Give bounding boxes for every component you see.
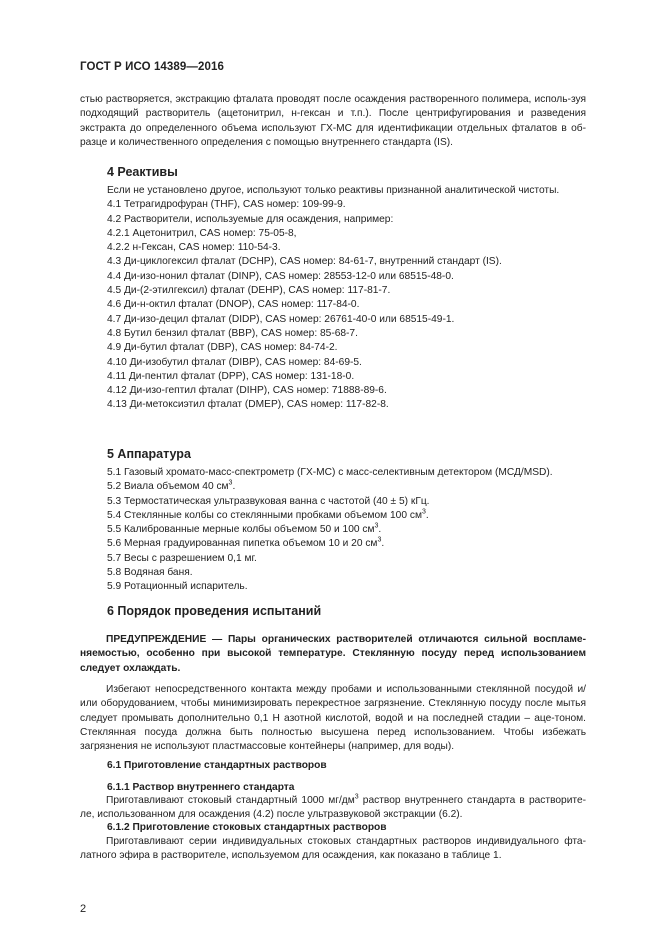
cleaning-paragraph: Избегают непосредственного контакта между пробами и использованными стеклянной посудой и/или оборудованием, чтобы минимизировать перекрестное загрязнение. Стеклянную посуду после мытья следует промывать дополнительно 0,1 Н азотной кислотой, водой и на последней стадии – аце-тоном. Стеклянная посуда должна быть полностью высушена перед использованием. Чтобы избежать загрязнения не используют пластмассовые контейнеры (например, для воды). [80,684,586,753]
section-6-1-heading: 6.1 Приготовление стандартных растворов [107,760,327,771]
list-item: 5.7 Весы с разрешением 0,1 мг. [107,552,257,564]
list-item: 4.5 Ди-(2-этилгексил) фталат (DEHP), CAS номер: 117-81-7. [107,285,391,297]
warning-paragraph: ПРЕДУПРЕЖДЕНИЕ — Пары органических растворителей отличаются сильной воспламе-няемостью, особенно при высокой температуре. Стеклянную посуду перед использованием следует охлаждать. [80,634,586,674]
list-item: 4.2.2 н-Гексан, CAS номер: 110-54-3. [107,242,281,254]
section-5-heading: 5 Аппаратура [107,447,191,461]
section-4-heading: 4 Реактивы [107,165,178,179]
section-6-1-1-heading: 6.1.1 Раствор внутреннего стандарта [107,782,295,793]
section-4-list [107,184,587,413]
list-item: 4.2.1 Ацетонитрил, CAS номер: 75-05-8, [107,227,297,239]
list-item: 4.8 Бутил бензил фталат (BBP), CAS номер: 85-68-7. [107,327,358,339]
list-item: 4.11 Ди-пентил фталат (DPP), CAS номер: 131-18-0. [107,370,355,382]
list-item: 4.12 Ди-изо-гептил фталат (DIHP), CAS номер: 71888-89-6. [107,385,387,397]
list-item: 5.2 Виала объемом 40 $см^3$. [107,479,236,493]
list-item: 5.1 Газовый хромато-масс-спектрометр (ГХ-МС) с масс-селективным детектором (МСД/MSD). [107,467,553,478]
list-item: 4.10 Ди-изобутил фталат (DIBP), CAS номер: 84-69-5. [107,356,362,368]
page-number: 2 [80,903,87,915]
list-item: 5.5 Калиброванные мерные колбы объемом 50 и 100 $см^3$. [107,522,382,536]
section-6-1-2-paragraph: Приготавливают серии индивидуальных стоковых стандартных растворов индивидуального фта-латного эфира в растворителе, используемом для осаждения, как показано в таблице 1. [80,836,586,862]
list-item: 5.9 Ротационный испаритель. [107,581,248,593]
section-6-1-2-heading: 6.1.2 Приготовление стоковых стандартных растворов [107,822,387,833]
list-item: Если не установлено другое, используют только реактивы признанной аналитической чистоты. [107,185,560,196]
section-6-1-1-paragraph: Приготавливают стоковый стандартный 1000 $мг/дм^3$ раствор внутреннего стандарта в растворите-ле, использованном для осаждения (4.2) после ультразвуковой экстракции (6.2). [80,793,586,821]
standard-header: ГОСТ Р ИСО 14389—2016 [80,61,225,73]
list-item: 5.8 Водяная баня. [107,567,193,579]
list-item: 5.4 Стеклянные колбы со стеклянными пробками объемом 100 $см^3$. [107,508,429,521]
list-item: 4.13 Ди-метоксиэтил фталат (DMEP), CAS номер: 117-82-8. [107,399,389,411]
list-item: 5.6 Мерная градуированная пипетка объемом 10 и 20 $см^3$. [107,537,385,550]
section-6-heading: 6 Порядок проведения испытаний [107,604,322,618]
list-item: 5.3 Термостатическая ультразвуковая ванна с частотой (40 ± 5) кГц. [107,495,430,507]
list-item: 4.9 Ди-бутил фталат (DBP), CAS номер: 84-74-2. [107,342,338,354]
list-item: 4.2 Растворители, используемые для осаждения, например: [107,213,394,225]
section-5-list [107,466,587,595]
list-item: 4.3 Ди-циклогексил фталат (DCHP), CAS номер: 84-61-7, внутренний стандарт (IS). [107,256,502,268]
list-item: 4.7 Ди-изо-децил фталат (DIDP), CAS номер: 26761-40-0 или 68515-49-1. [107,313,455,325]
list-item: 4.4 Ди-изо-нонил фталат (DINP), CAS номер: 28553-12-0 или 68515-48-0. [107,270,454,282]
list-item: 4.1 Тетрагидрофуран (THF), CAS номер: 109-99-9. [107,199,346,211]
intro-paragraph: стью растворяется, экстракцию фталата проводят после осаждения растворенного полимера, исполь-зуя подходящий растворитель (ацетонитрил, н-гексан и т.п.). После центрифугирования и разведения экстракта до определенного объема используют ГХ-МС для идентификации отдельных фталатов в об-разце и количественного определения с помощью внутреннего стандарта (IS). [80,94,586,148]
list-item: 4.6 Ди-н-октил фталат (DNOP), CAS номер: 117-84-0. [107,299,360,311]
